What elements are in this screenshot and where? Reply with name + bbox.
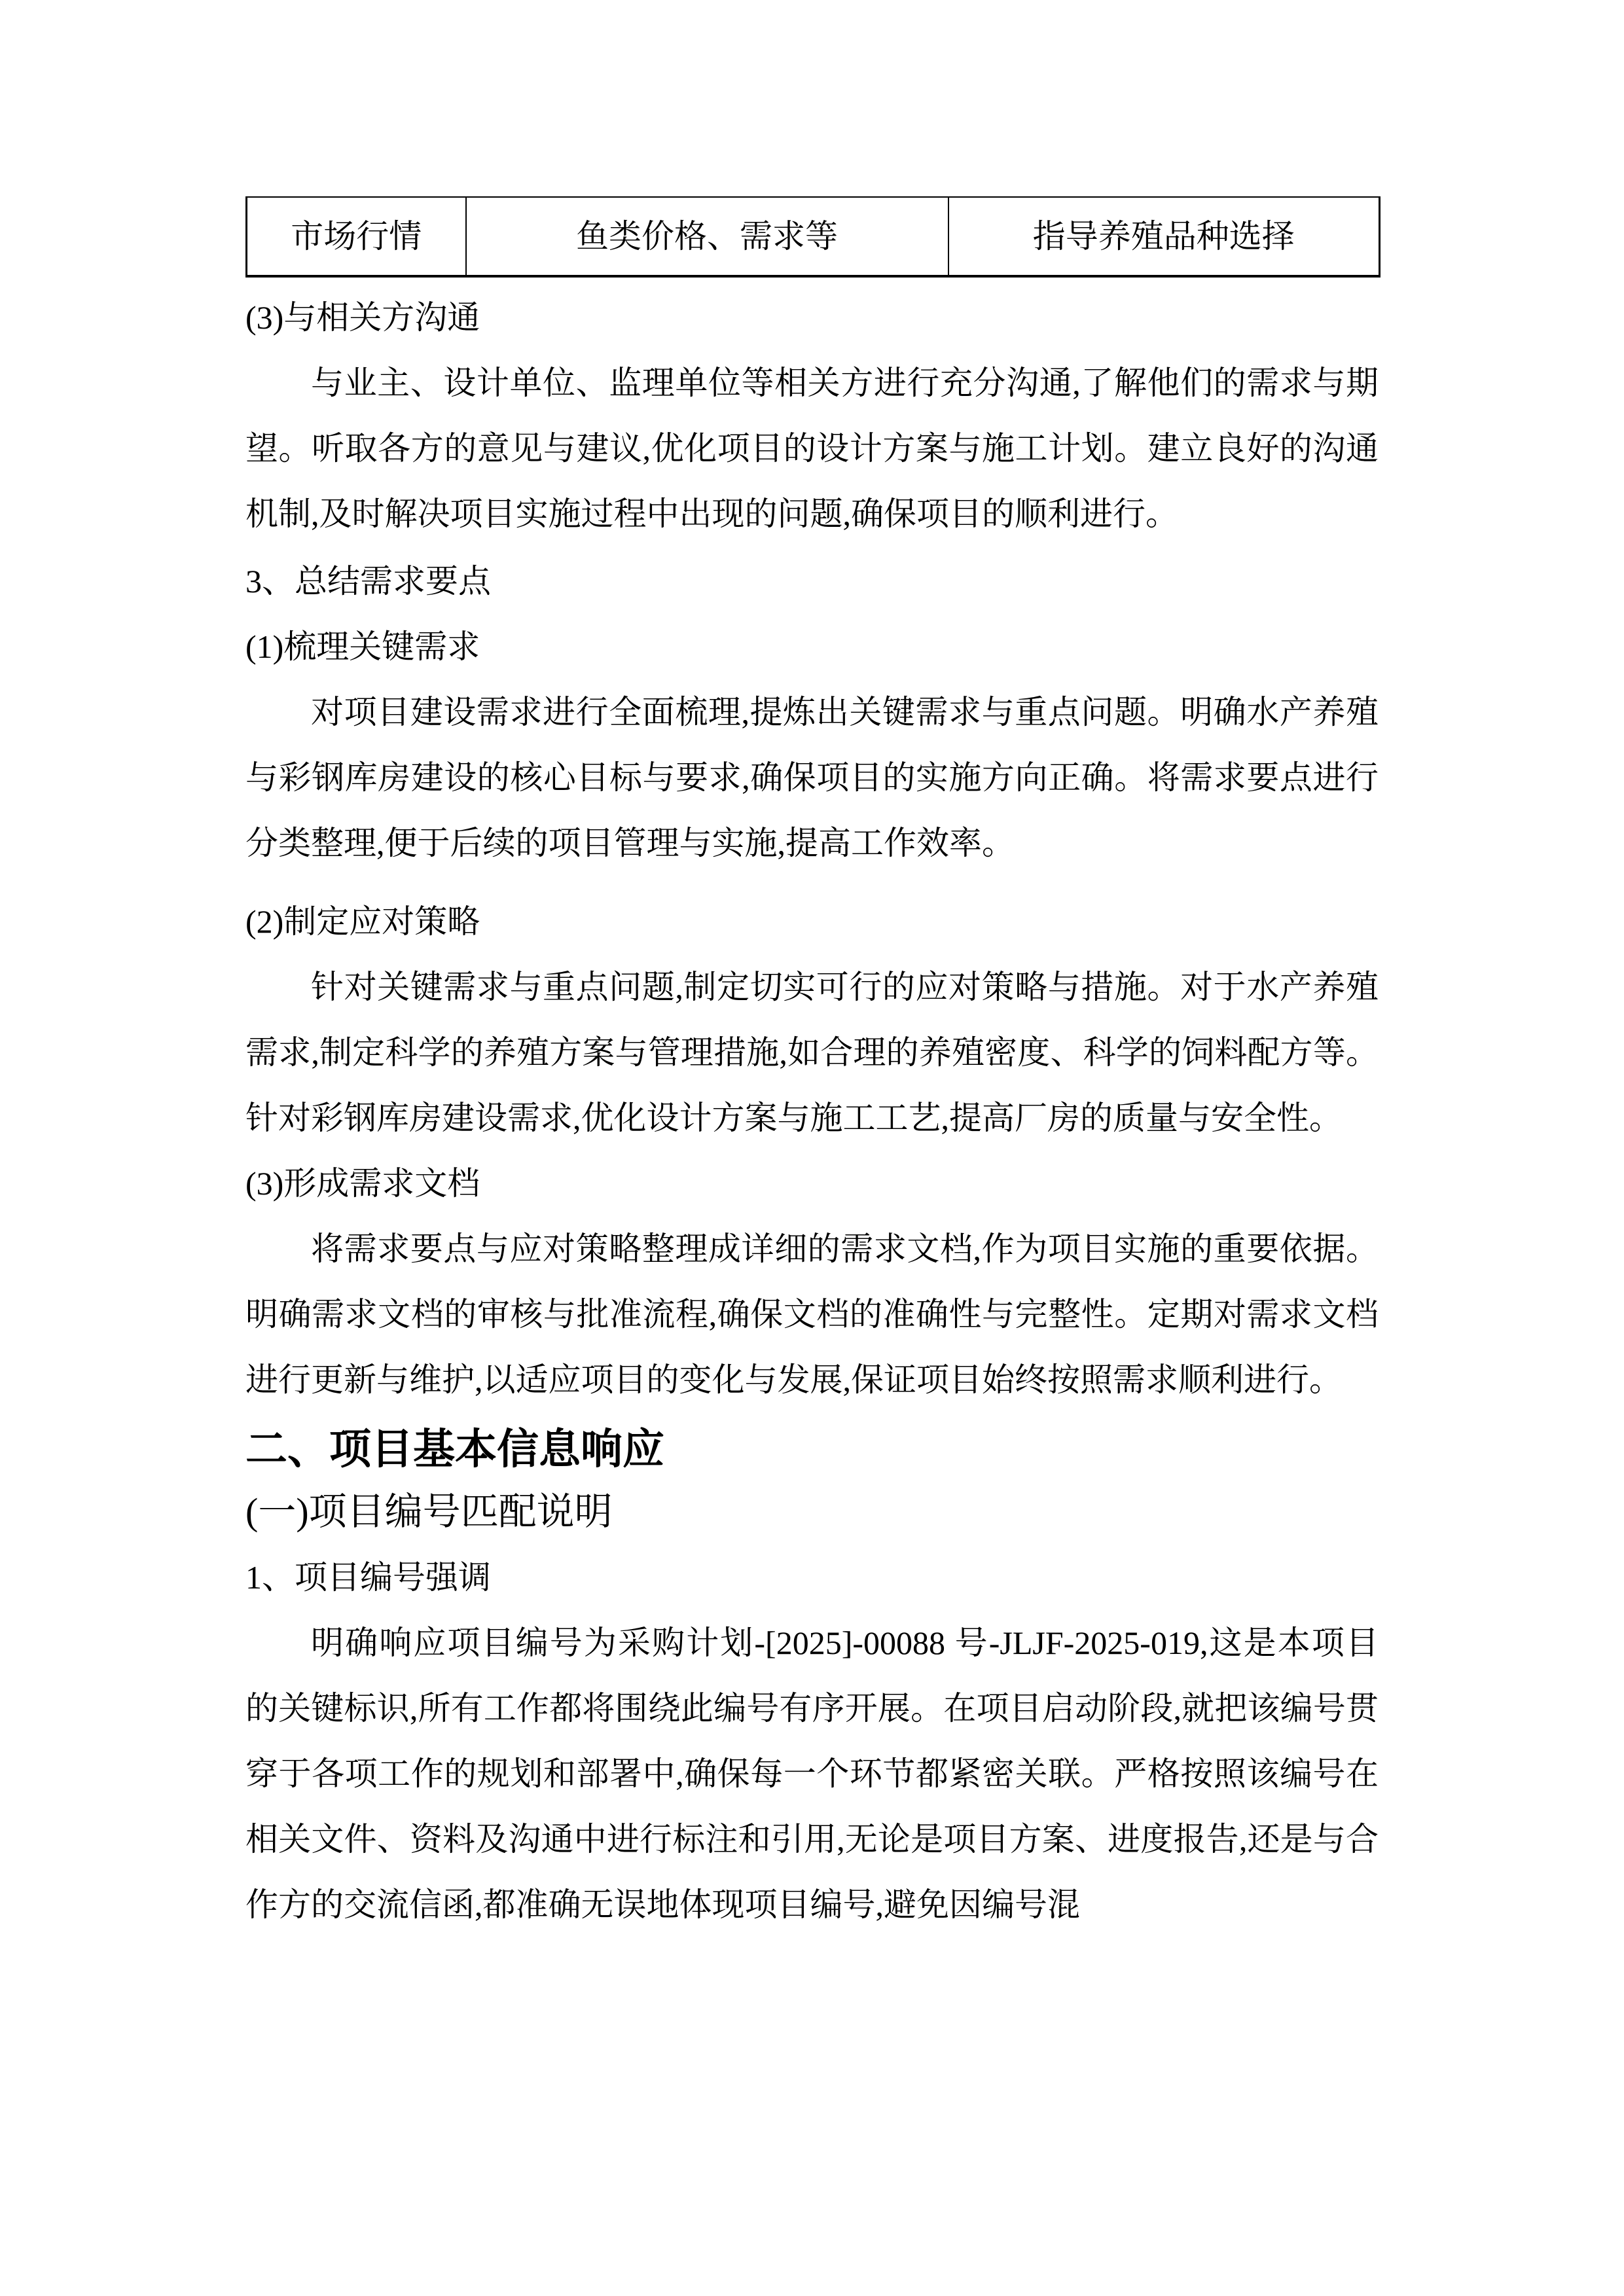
subheading-communicate-stakeholders: (3)与相关方沟通 bbox=[245, 299, 480, 336]
table-cell-purpose: 指导养殖品种选择 bbox=[948, 197, 1380, 276]
paragraph-form-requirement-doc: 将需求要点与应对策略整理成详细的需求文档,作为项目实施的重要依据。明确需求文档的审核与批准流程,确保文档的准确性与完整性。定期对需求文档进行更新与维护,以适应项目的变化与发展,保证项目始终按照需求顺利进行。 bbox=[245, 1230, 1379, 1398]
list-heading-project-number-emphasis: 1、项目编号强调 bbox=[245, 1559, 491, 1596]
section-heading-project-basic-info: 二、项目基本信息响应 bbox=[245, 1426, 664, 1473]
table-row bbox=[247, 197, 1380, 276]
paragraph-project-number-emphasis: 明确响应项目编号为采购计划-[2025]-00088 号-JLJF-2025-019,这是本项目的关键标识,所有工作都将围绕此编号有序开展。在项目启动阶段,就把该编号贯穿于各项工作的规划和部署中,确保每一个环节都紧密关联。严格按照该编号在相关文件、资料及沟通中进行标注和引用,无论是项目方案、进度报告,还是与合作方的交流信函,都准确无误地体现项目编号,避免因编号混 bbox=[245, 1624, 1379, 1923]
paragraph-sort-key-requirements: 对项目建设需求进行全面梳理,提炼出关键需求与重点问题。明确水产养殖与彩钢库房建设的核心目标与要求,确保项目的实施方向正确。将需求要点进行分类整理,便于后续的项目管理与实施,提高工作效率。 bbox=[245, 694, 1379, 861]
table-cell-content: 鱼类价格、需求等 bbox=[466, 197, 948, 276]
paragraph-stakeholder-communication: 与业主、设计单位、监理单位等相关方进行充分沟通,了解他们的需求与期望。听取各方的意见与建议,优化项目的设计方案与施工计划。建立良好的沟通机制,及时解决项目实施过程中出现的问题,确保项目的顺利进行。 bbox=[245, 365, 1379, 532]
table-cell-category: 市场行情 bbox=[247, 197, 466, 276]
list-heading-summarize-requirements: 3、总结需求要点 bbox=[245, 563, 491, 600]
page-content bbox=[245, 196, 1379, 1937]
subheading-sort-key-requirements: (1)梳理关键需求 bbox=[245, 628, 480, 665]
paragraph-make-strategies: 针对关键需求与重点问题,制定切实可行的应对策略与措施。对于水产养殖需求,制定科学的养殖方案与管理措施,如合理的养殖密度、科学的饲料配方等。针对彩钢库房建设需求,优化设计方案与施工工艺,提高厂房的质量与安全性。 bbox=[245, 969, 1379, 1136]
subheading-make-strategies: (2)制定应对策略 bbox=[245, 903, 480, 940]
requirement-table bbox=[245, 196, 1380, 278]
subsection-heading-project-number-match: (一)项目编号匹配说明 bbox=[245, 1490, 613, 1533]
subheading-form-requirement-doc: (3)形成需求文档 bbox=[245, 1165, 480, 1202]
